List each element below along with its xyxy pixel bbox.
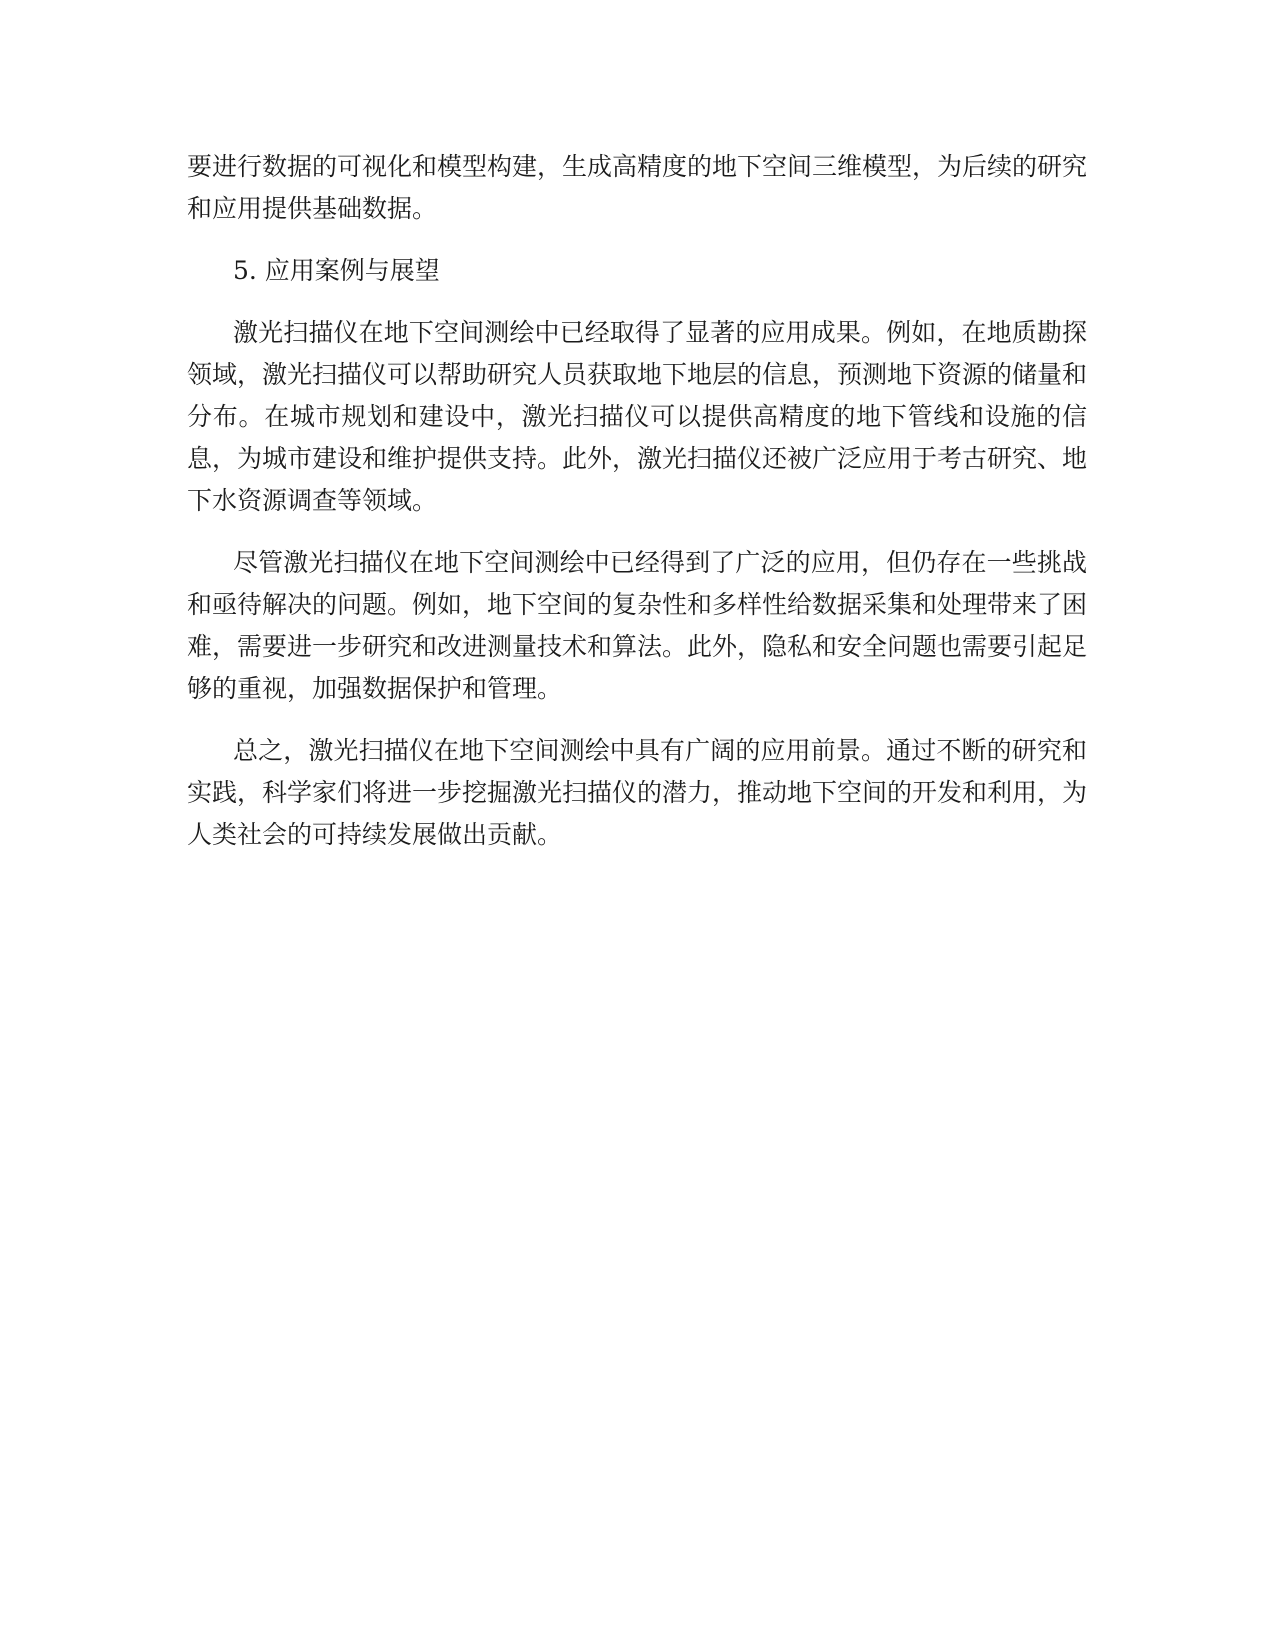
paragraph-challenges: 尽管激光扫描仪在地下空间测绘中已经得到了广泛的应用，但仍存在一些挑战和亟待解决的问题。例如，地下空间的复杂性和多样性给数据采集和处理带来了困难，需要进一步研究和改进测量技术和算法。此外，隐私和安全问题也需要引起足够的重视，加强数据保护和管理。: [187, 548, 1088, 703]
paragraph-continuation: 要进行数据的可视化和模型构建，生成高精度的地下空间三维模型，为后续的研究和应用提供基础数据。: [187, 152, 1088, 223]
paragraph-conclusion: 总之，激光扫描仪在地下空间测绘中具有广阔的应用前景。通过不断的研究和实践，科学家们将进一步挖掘激光扫描仪的潜力，推动地下空间的开发和利用，为人类社会的可持续发展做出贡献。: [187, 736, 1088, 849]
document-body: [187, 146, 1087, 876]
paragraph-applications: 激光扫描仪在地下空间测绘中已经取得了显著的应用成果。例如，在地质勘探领域，激光扫描仪可以帮助研究人员获取地下地层的信息，预测地下资源的储量和分布。在城市规划和建设中，激光扫描仪可以提供高精度的地下管线和设施的信息，为城市建设和维护提供支持。此外，激光扫描仪还被广泛应用于考古研究、地下水资源调查等领域。: [187, 318, 1088, 515]
section-heading: 5. 应用案例与展望: [233, 256, 440, 285]
